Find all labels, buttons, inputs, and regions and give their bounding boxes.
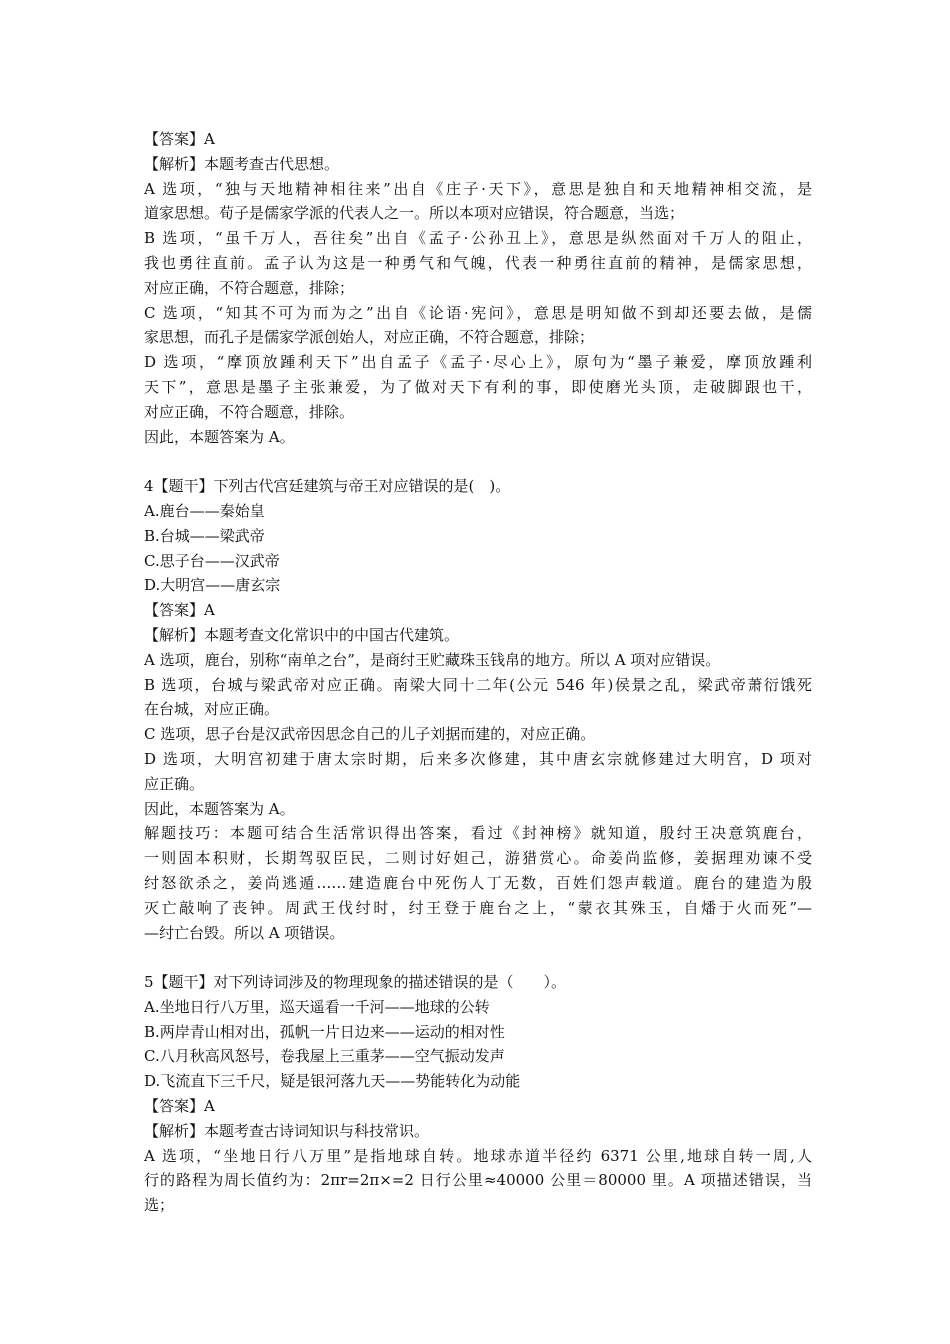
question-4-option-c: C.思子台——汉武帝 [144, 551, 280, 570]
document-page [144, 127, 812, 1218]
question-4-analysis-b: B 选项，台城与梁武帝对应正确。南梁大同十二年(公元 546 年)侯景之乱，梁武帝萧衍饿死 [144, 675, 812, 694]
question-4-tip-cont-2: 纣怒欲杀之，姜尚逃遁……建造鹿台中死伤人丁无数，百姓们怨声载道。鹿台的建造为殷 [144, 873, 812, 892]
question-4-analysis-heading: 【解析】本题考查文化常识中的中国古代建筑。 [144, 625, 460, 644]
question-5-option-d: D.飞流直下三千尺，疑是银河落九天——势能转化为动能 [144, 1072, 521, 1091]
option-b-analysis-cont: 我也勇往直前。孟子认为这是一种勇气和气魄，代表一种勇往直前的精神，是儒家思想， [144, 253, 812, 272]
option-d-analysis-cont: 天下”，意思是墨子主张兼爱，为了做对天下有利的事，即使磨光头顶，走破脚跟也干， [144, 377, 812, 396]
option-b-analysis: B 选项，“虽千万人，吾往矣”出自《孟子·公孙丑上》，意思是纵然面对千万人的阻止， [144, 229, 812, 248]
question-4-answer: 【答案】A [144, 601, 215, 620]
option-b-analysis-end: 对应正确，不符合题意，排除； [144, 278, 355, 297]
conclusion-line: 因此，本题答案为 A。 [144, 427, 295, 446]
analysis-heading: 【解析】本题考查古代思想。 [144, 154, 340, 173]
question-4-tip-cont-1: 一则固本积财，长期驾驭臣民，二则讨好妲己，游猎赏心。命姜尚监修，姜据理劝谏不受 [144, 849, 812, 868]
question-4-tip: 解题技巧：本题可结合生活常识得出答案，看过《封神榜》就知道，殷纣王决意筑鹿台， [144, 824, 812, 843]
question-4-option-d: D.大明宫——唐玄宗 [144, 576, 281, 595]
question-5-option-a: A.坐地日行八万里，巡天遥看一千河——地球的公转 [144, 997, 490, 1016]
question-4-analysis-b-cont: 在台城，对应正确。 [144, 700, 280, 719]
question-5-analysis-a-cont: 行的路程为周长值约为：2πr=2π×=2 日行公里≈40000 公里＝80000 里。A 项描述错误，当 [144, 1171, 812, 1190]
question-5-option-b: B.两岸青山相对出，孤帆一片日边来——运动的相对性 [144, 1022, 505, 1041]
option-d-analysis: D 选项，“摩顶放踵利天下”出自孟子《孟子·尽心上》，原句为“墨子兼爱，摩顶放踵利 [144, 353, 812, 372]
answer-line: 【答案】A [144, 130, 215, 148]
question-5-analysis-a-end: 选； [144, 1196, 175, 1215]
question-4-tip-end: —纣亡台毁。所以 A 项错误。 [144, 923, 345, 942]
question-4-tip-cont-3: 灭亡敲响了丧钟。周武王伐纣时，纣王登于鹿台之上，“蒙衣其殊玉，自燔于火而死”— [144, 898, 812, 917]
paragraph-gap [144, 449, 812, 474]
question-4-analysis-c: C 选项，思子台是汉武帝因思念自己的儿子刘据而建的，对应正确。 [144, 725, 596, 744]
question-4-stem: 4【题干】下列古代宫廷建筑与帝王对应错误的是( )。 [144, 477, 511, 496]
question-5-answer: 【答案】A [144, 1097, 215, 1116]
question-4-option-a: A.鹿台——秦始皇 [144, 501, 265, 520]
question-4-option-b: B.台城——梁武帝 [144, 526, 265, 545]
question-5-option-c: C.八月秋高风怒号，卷我屋上三重茅——空气振动发声 [144, 1047, 505, 1066]
option-c-analysis: C 选项，“知其不可为而为之”出自《论语·宪问》，意思是明知做不到却还要去做，是儒 [144, 303, 812, 322]
question-4-analysis-a: A 选项，鹿台，别称“南单之台”，是商纣王贮藏珠玉钱帛的地方。所以 A 项对应错误。 [144, 650, 721, 669]
question-5-analysis-a: A 选项，“坐地日行八万里”是指地球自转。地球赤道半径约 6371 公里,地球自转一周,人 [144, 1146, 812, 1165]
option-a-analysis: A 选项，“独与天地精神相往来”出自《庄子·天下》，意思是独自和天地精神相交流，是 [144, 179, 812, 198]
question-5-analysis-heading: 【解析】本题考查古诗词知识与科技常识。 [144, 1121, 430, 1140]
question-4-analysis-d-cont: 应正确。 [144, 774, 205, 793]
paragraph-gap [144, 945, 812, 970]
question-4-conclusion: 因此，本题答案为 A。 [144, 799, 295, 818]
question-4-analysis-d: D 选项，大明宫初建于唐太宗时期，后来多次修建，其中唐玄宗就修建过大明宫，D 项对 [144, 749, 812, 768]
option-a-analysis-cont: 道家思想。荀子是儒家学派的代表人之一。所以本项对应错误，符合题意，当选； [144, 204, 685, 223]
question-5-stem: 5【题干】对下列诗词涉及的物理现象的描述错误的是（ ）。 [144, 973, 567, 992]
option-c-analysis-cont: 家思想，而孔子是儒家学派创始人，对应正确，不符合题意，排除； [144, 328, 595, 347]
option-d-analysis-end: 对应正确，不符合题意，排除。 [144, 402, 355, 421]
